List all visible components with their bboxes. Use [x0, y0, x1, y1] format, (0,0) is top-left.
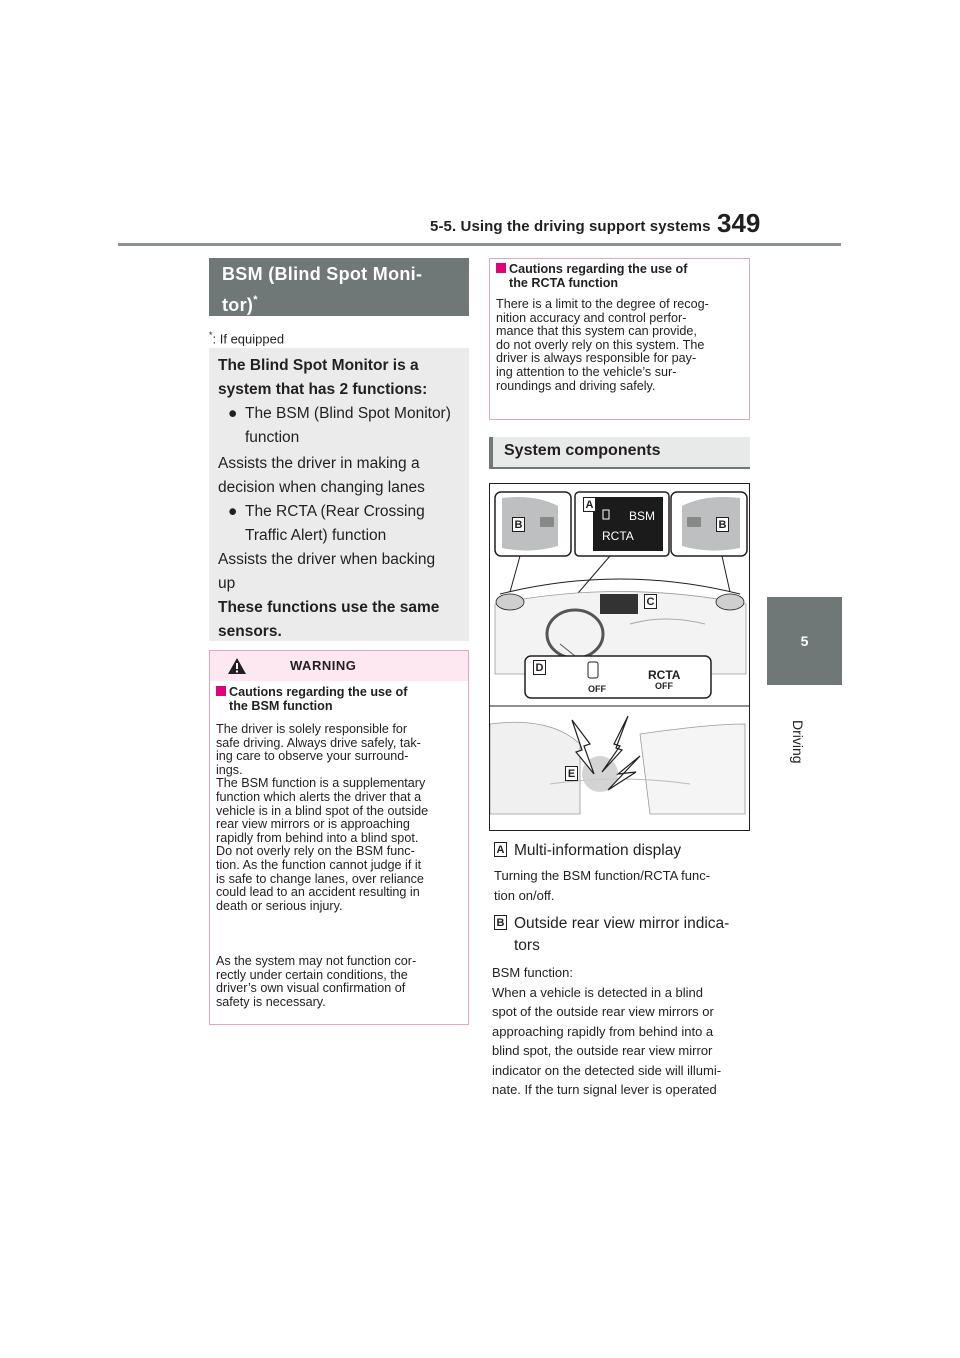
summary-bullet-1-cont: function	[245, 429, 300, 446]
footnote	[209, 330, 284, 346]
item-b-title-2: tors	[514, 937, 540, 954]
summary-bullet-2: ● The RCTA (Rear Crossing	[218, 500, 425, 524]
warning-para-2: As the system may not function cor- rectly under certain conditions, the driver’s own visual confirmation of safety is necessary.	[216, 954, 417, 1009]
summary-desc-2a: Assists the driver when backing	[218, 551, 436, 568]
bsm-heading-line1: BSM (Blind Spot Moni-	[222, 264, 423, 284]
summary-intro-2: system that has 2 functions:	[218, 381, 428, 398]
summary-box	[209, 348, 469, 641]
warning-subhead-2: the BSM function	[229, 699, 333, 713]
summary-desc-2b: up	[218, 575, 236, 592]
warning-box	[209, 650, 469, 1025]
section-title: 5-5. Using the driving support systems	[430, 218, 711, 235]
item-b-desc: BSM function: When a vehicle is detected in a blind spot of the outside rear view mirrors or approaching rapidly from behind into a blind spot, the outside rear view mirror indicator on the detected side will illumi- nate. If the turn signal lever is operated	[492, 965, 722, 1097]
footnote-mark: *	[209, 330, 213, 340]
heading-accent-bar	[489, 437, 493, 469]
bullet-icon: ●	[228, 405, 238, 422]
summary-closing-1: These functions use the same	[218, 599, 440, 616]
bsm-heading-asterisk: *	[253, 294, 258, 306]
footnote-text: : If equipped	[212, 331, 285, 347]
summary-desc-1b: decision when changing lanes	[218, 479, 425, 496]
illustration-label-d: D	[533, 660, 546, 675]
illustration-label-a: A	[583, 497, 596, 512]
header-rule	[118, 243, 841, 246]
item-b-tag: B	[494, 915, 507, 930]
switch-rcta-text: RCTA	[648, 668, 681, 682]
item-a-title: Multi-information display	[514, 842, 682, 859]
bsm-heading	[209, 258, 469, 316]
rcta-subhead-2: the RCTA function	[509, 276, 619, 290]
item-a-tag: A	[494, 842, 507, 857]
square-bullet-icon	[216, 686, 226, 696]
summary-bullet-1: ● The BSM (Blind Spot Monitor)	[218, 402, 451, 426]
system-components-illustration	[489, 483, 750, 831]
chapter-label: Driving	[790, 720, 806, 764]
item-b-title-1: Outside rear view mirror indica-	[514, 915, 730, 932]
warning-header	[210, 651, 468, 681]
rcta-subhead-1: Cautions regarding the use of	[496, 263, 744, 277]
item-a-desc: Turning the BSM function/RCTA func- tion on/off.	[494, 868, 711, 903]
illustration-label-c: C	[644, 594, 657, 609]
warning-title: WARNING	[290, 658, 357, 673]
warning-triangle-icon	[227, 657, 247, 675]
bullet-icon: ●	[228, 503, 238, 520]
square-bullet-icon	[496, 263, 506, 273]
display-bsm-text: BSM	[629, 509, 656, 523]
rcta-caution-text: There is a limit to the degree of recog- nition accuracy and control perfor- mance that this system can provide, do not overly rely on this system. The driver is always responsible for pay- ing attention to the vehicle’s sur- roundings and driving safely.	[496, 297, 709, 393]
chapter-tab: 5	[767, 597, 842, 685]
dashboard-diagram	[490, 484, 750, 831]
chapter-label-container	[778, 720, 818, 780]
bsm-heading-line2: tor)*	[222, 294, 258, 315]
switch-off-text: OFF	[588, 684, 606, 694]
rcta-caution-box	[489, 258, 750, 420]
summary-intro-1: The Blind Spot Monitor is a	[218, 357, 419, 374]
warning-subhead-1: Cautions regarding the use of	[216, 686, 464, 700]
illustration-label-b-right: B	[716, 517, 729, 532]
illustration-label-e: E	[565, 766, 578, 781]
page-number: 349	[717, 208, 761, 238]
summary-desc-1a: Assists the driver in making a	[218, 455, 420, 472]
switch-rcta-off-text: OFF	[655, 681, 673, 691]
summary-bullet-2-cont: Traffic Alert) function	[245, 527, 387, 544]
summary-closing-2: sensors.	[218, 623, 282, 640]
system-components-title: System components	[504, 442, 661, 459]
illustration-label-b-left: B	[512, 517, 525, 532]
display-rcta-text: RCTA	[602, 529, 634, 543]
warning-para-1: The driver is solely responsible for safe driving. Always drive safely, tak- ing care to observe your surround- ings. The BSM function is a supplementary function which alerts the driver that a vehicle is in a blind spot of the outside rear view mirrors or is approaching rapidly from behind into a blind spot. Do not overly rely on the BSM func- tion. As the function cannot judge if it is safe to change lanes, over reliance could lead to an accident resulting in death or serious injury.	[216, 722, 429, 913]
system-components-heading	[489, 437, 750, 469]
